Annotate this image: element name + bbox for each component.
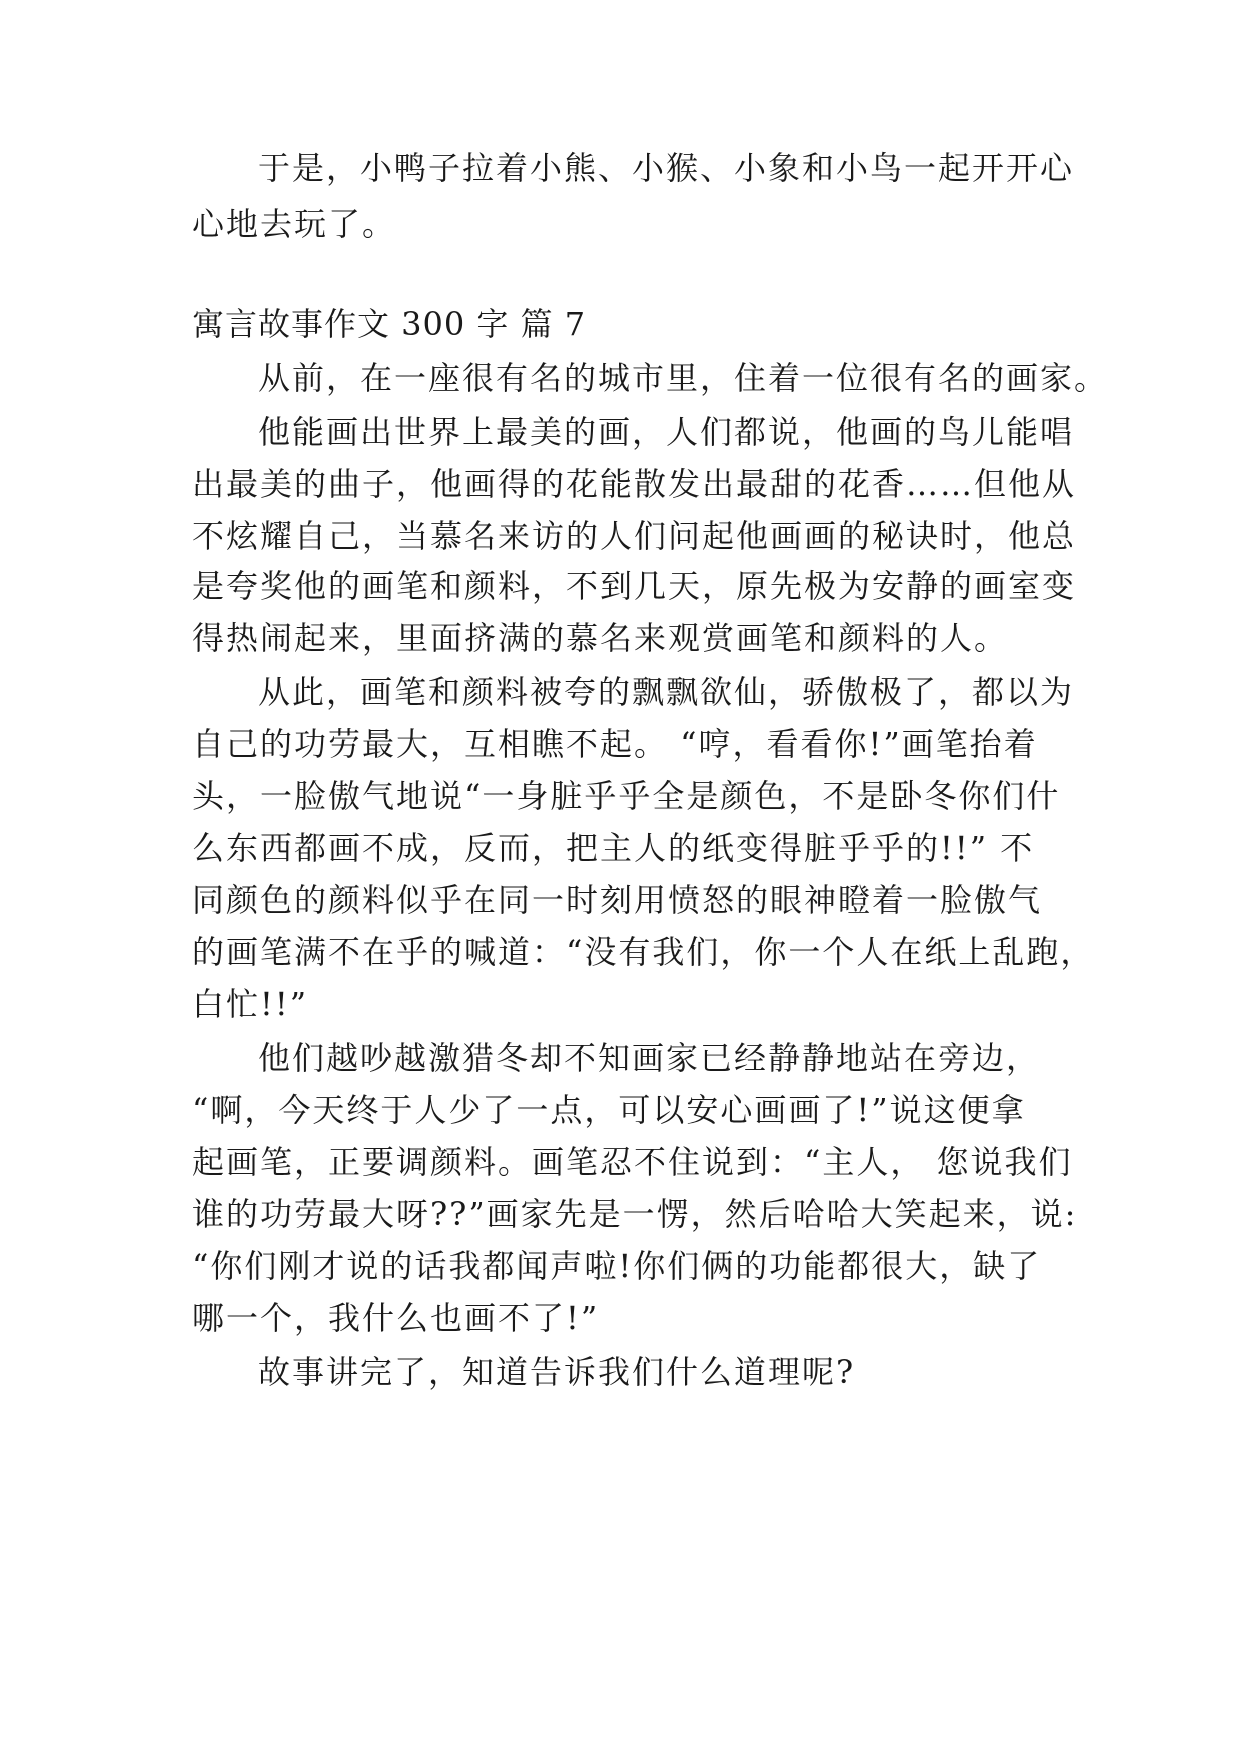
paragraph-line: 从前，在一座很有名的城市里，住着一位很有名的画家。 [258,359,1109,397]
paragraph-line: 他能画出世界上最美的画，人们都说，他画的鸟儿能唱 [258,413,1075,451]
paragraph-line: 么东西都画不成，反而，把主人的纸变得脏乎乎的!!” 不 [192,829,1035,867]
paragraph-line: “啊，今天终于人少了一点，可以安心画画了!”说这便拿 [192,1091,1026,1129]
paragraph-line: 得热闹起来，里面挤满的慕名来观赏画笔和颜料的人。 [192,619,1009,657]
paragraph-line: 哪一个，我什么也画不了!” [192,1299,600,1337]
paragraph-line: 心地去玩了。 [192,205,397,243]
paragraph-line: 头，一脸傲气地说“一身脏乎乎全是颜色，不是卧冬你们什 [192,777,1061,815]
paragraph-line: 于是，小鸭子拉着小熊、小猴、小象和小鸟一起开开心 [258,149,1075,187]
paragraph-line: 不炫耀自己，当慕名来访的人们问起他画画的秘诀时，他总 [192,517,1077,555]
paragraph-line: 谁的功劳最大呀??”画家先是一愣，然后哈哈大笑起来，说: [192,1195,1078,1233]
paragraph-line: 白忙!!” [192,985,309,1023]
paragraph-line: 的画笔满不在乎的喊道：“没有我们，你一个人在纸上乱跑， [192,933,1095,971]
paragraph-line: 同颜色的颜料似乎在同一时刻用愤怒的眼神瞪着一脸傲气 [192,881,1043,919]
paragraph-line: 自己的功劳最大，互相瞧不起。 “哼，看看你!”画笔抬着 [192,725,1038,763]
paragraph-line: “你们刚才说的话我都闻声啦!你们俩的功能都很大，缺了 [192,1247,1042,1285]
paragraph-line: 他们越吵越激猎冬却不知画家已经静静地站在旁边， [258,1039,1041,1077]
paragraph-line: 起画笔，正要调颜料。画笔忍不住说到：“主人， 您说我们 [192,1143,1073,1181]
paragraph-line: 是夸奖他的画笔和颜料，不到几天，原先极为安静的画室变 [192,567,1077,605]
paragraph-line: 出最美的曲子，他画得的花能散发出最甜的花香……但他从 [192,465,1077,503]
paragraph-line: 从此，画笔和颜料被夸的飘飘欲仙，骄傲极了，都以为 [258,673,1075,711]
paragraph-line: 故事讲完了，知道告诉我们什么道理呢? [258,1353,856,1391]
section-title: 寓言故事作文 300 字 篇 7 [192,305,587,343]
